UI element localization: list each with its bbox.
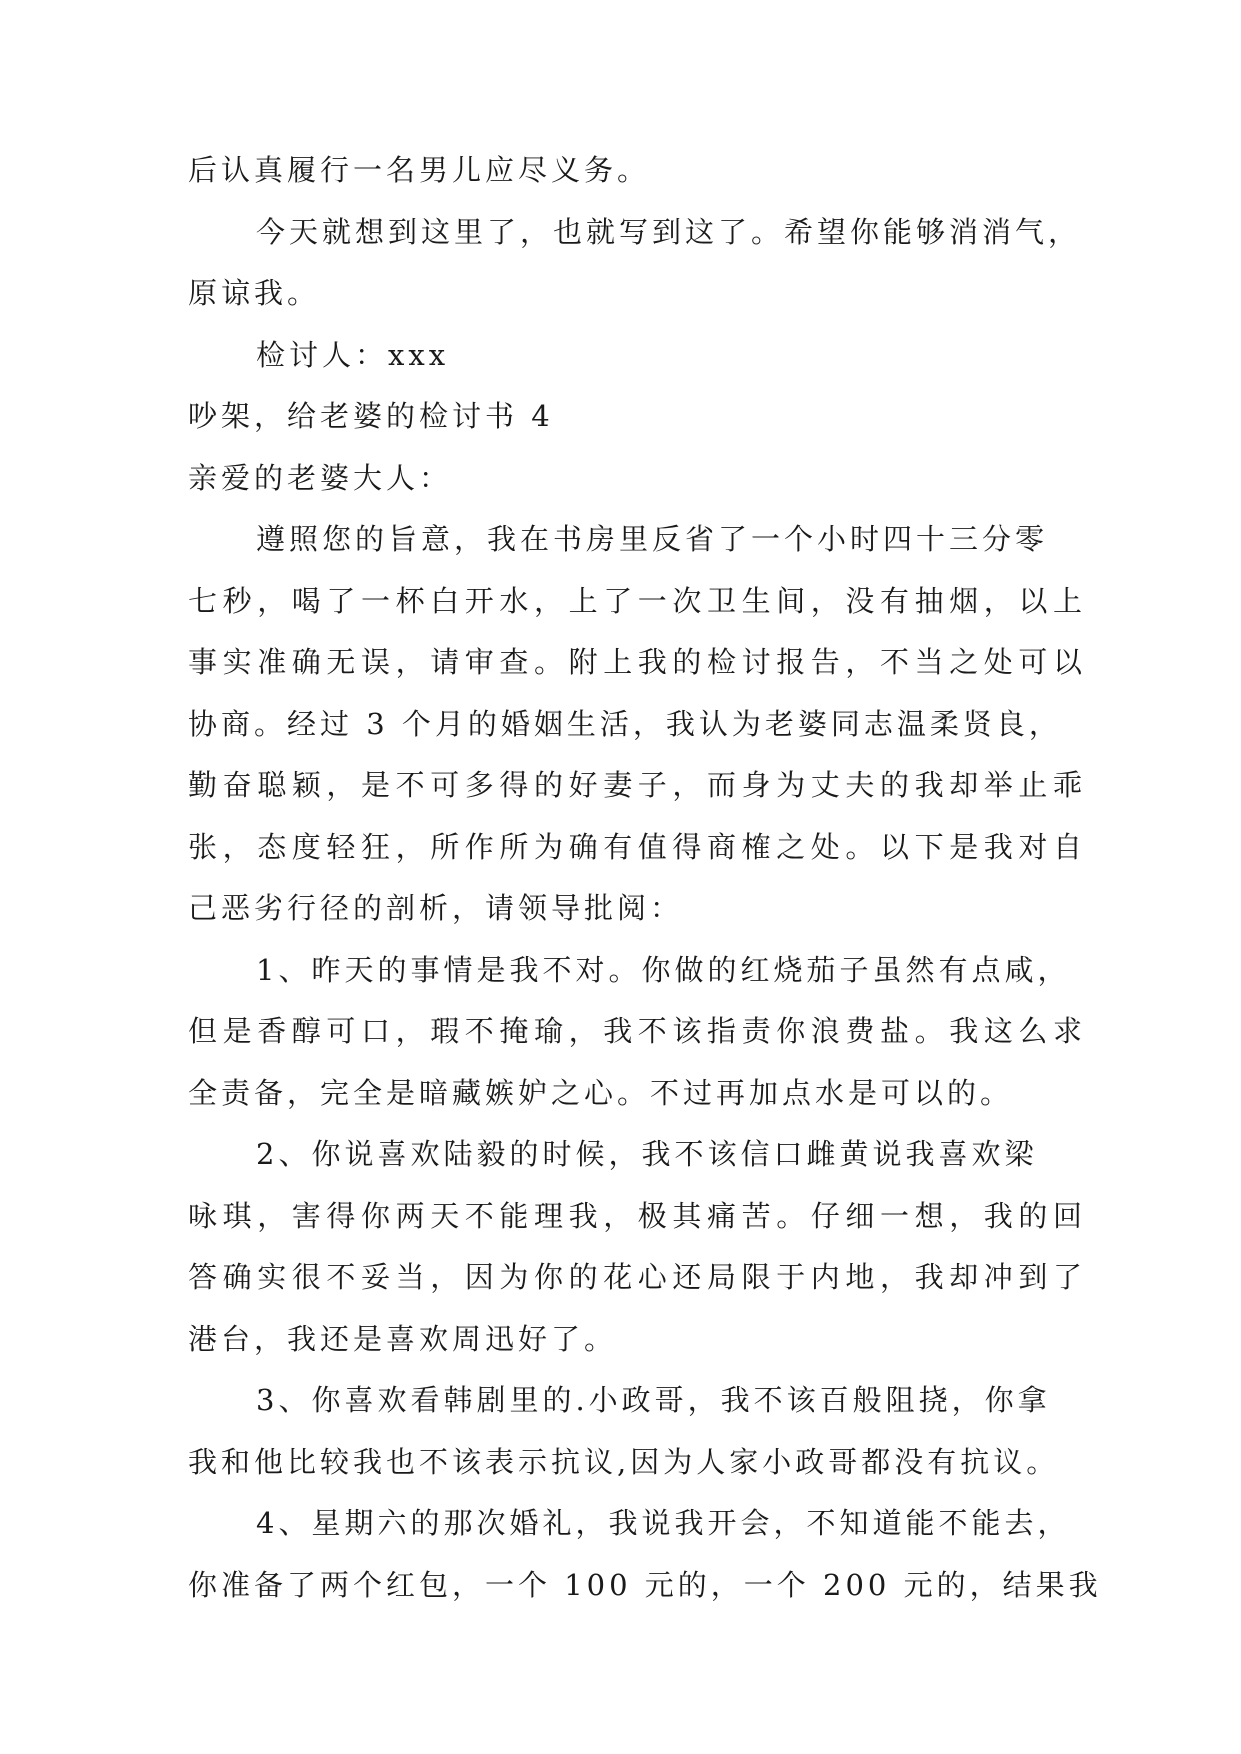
- text-line: 后认真履行一名男儿应尽义务。: [188, 153, 651, 187]
- signature-line: 检讨人：xxx: [256, 337, 450, 372]
- text-line: 张，态度轻狂，所作所为确有值得商榷之处。以下是我对自: [188, 829, 1088, 864]
- text-line: 七秒，喝了一杯白开水，上了一次卫生间，没有抽烟，以上: [188, 583, 1088, 618]
- text-line: 事实准确无误，请审查。附上我的检讨报告，不当之处可以: [188, 645, 1088, 679]
- text-line: 全责备，完全是暗藏嫉妒之心。不过再加点水是可以的。: [188, 1075, 1014, 1110]
- text-line: 今天就想到这里了，也就写到这了。希望你能够消消气，: [256, 214, 1082, 249]
- text-line: 咏琪，害得你两天不能理我，极其痛苦。仔细一想，我的回: [188, 1198, 1088, 1233]
- document-body: [188, 140, 1102, 1616]
- text-line: 1、昨天的事情是我不对。你做的红烧茄子虽然有点咸，: [256, 952, 1071, 987]
- text-line: 遵照您的旨意，我在书房里反省了一个小时四十三分零: [256, 522, 1049, 556]
- text-line: 原谅我。: [188, 276, 321, 310]
- text-line: 勤奋聪颖，是不可多得的好妻子，而身为丈夫的我却举止乖: [188, 768, 1088, 802]
- text-line: 协商。经过 3 个月的婚姻生活，我认为老婆同志温柔贤良，: [188, 706, 1062, 741]
- text-line: 我和他比较我也不该表示抗议,因为人家小政哥都没有抗议。: [188, 1444, 1060, 1479]
- text-line: 2、你说喜欢陆毅的时候，我不该信口雌黄说我喜欢梁: [256, 1137, 1038, 1171]
- text-line: 3、你喜欢看韩剧里的.小政哥，我不该百般阻挠，你拿: [256, 1383, 1051, 1417]
- text-line: 港台，我还是喜欢周迅好了。: [188, 1321, 618, 1356]
- text-line: 答确实很不妥当，因为你的花心还局限于内地，我却冲到了: [188, 1260, 1088, 1294]
- text-line: 但是香醇可口，瑕不掩瑜，我不该指责你浪费盐。我这么求: [188, 1014, 1088, 1048]
- text-line: 4、星期六的那次婚礼，我说我开会，不知道能不能去，: [256, 1506, 1071, 1540]
- section-title: 吵架，给老婆的检讨书 4: [188, 399, 554, 433]
- salutation: 亲爱的老婆大人：: [188, 460, 453, 495]
- text-line: 己恶劣行径的剖析，请领导批阅：: [188, 891, 684, 925]
- text-line: 你准备了两个红包，一个 100 元的，一个 200 元的，结果我: [188, 1567, 1102, 1602]
